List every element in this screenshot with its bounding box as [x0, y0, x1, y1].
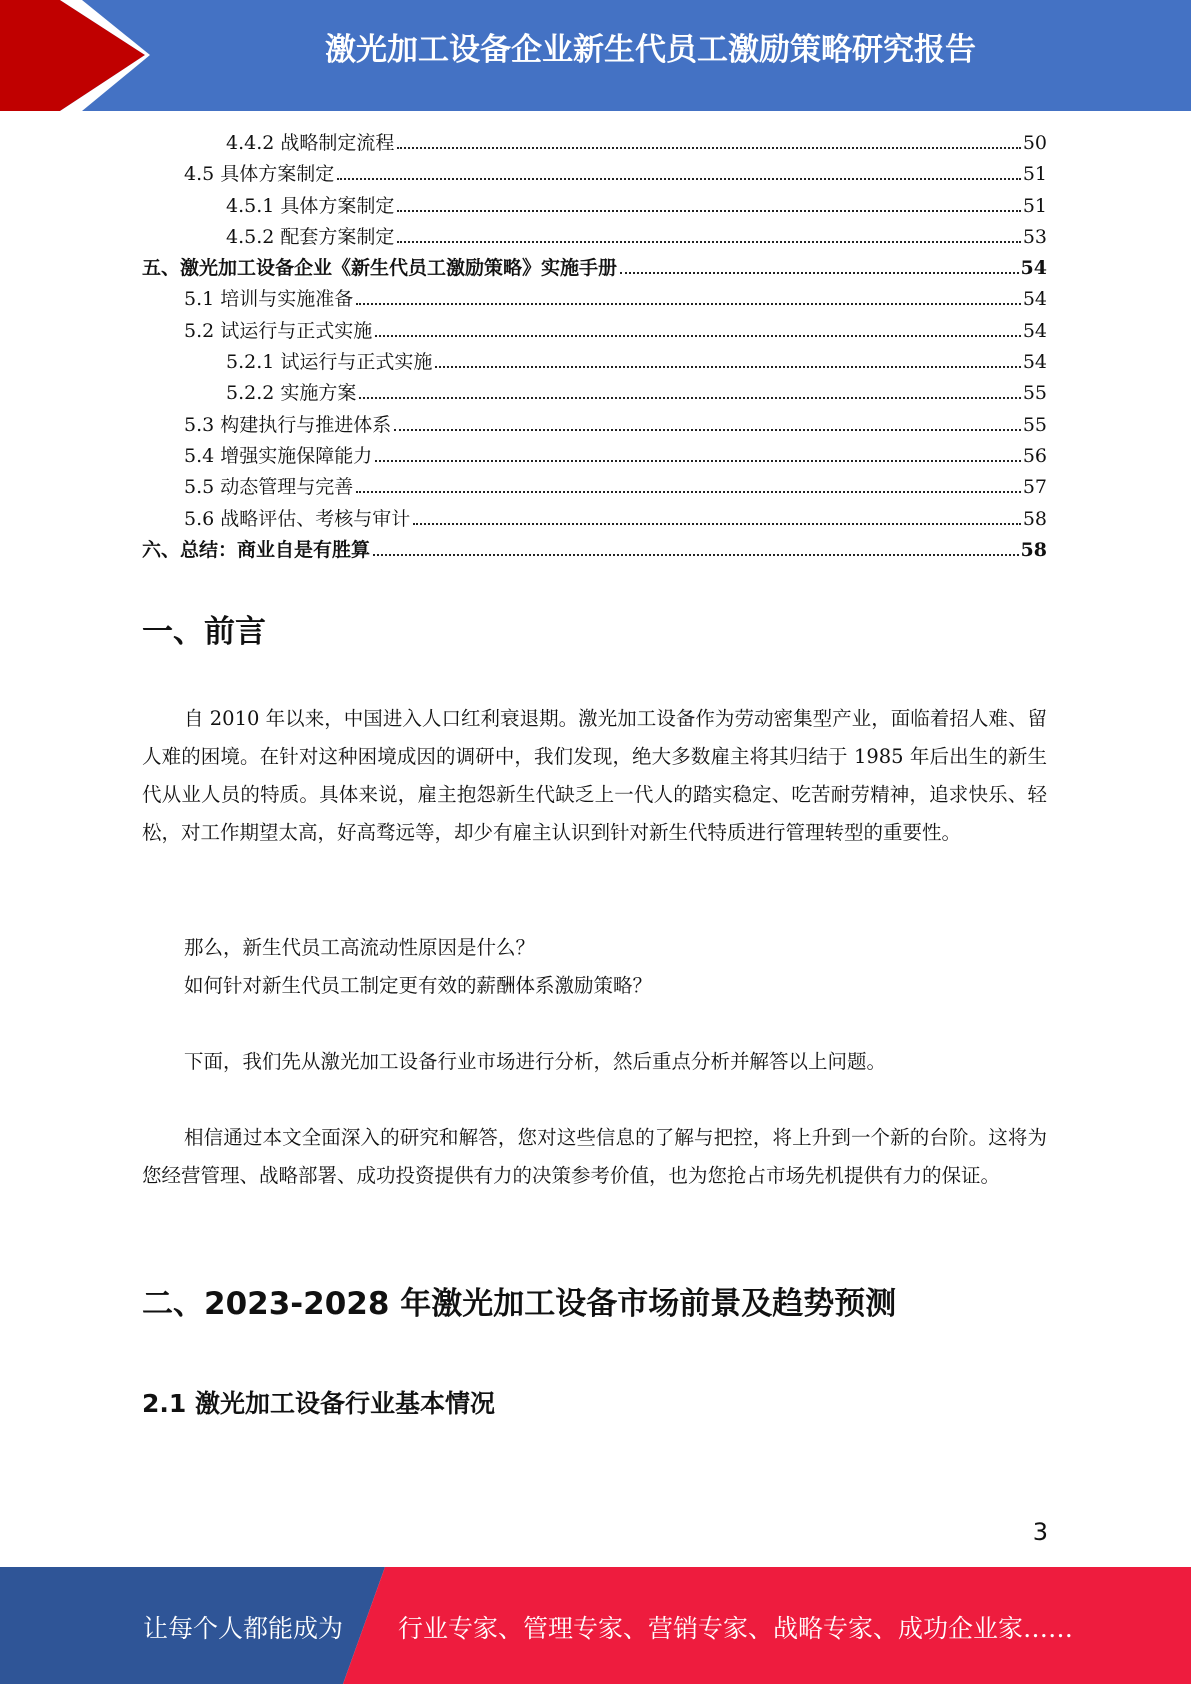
toc-dot-leader	[394, 429, 1021, 431]
table-of-contents	[142, 128, 1047, 566]
toc-entry[interactable]	[142, 441, 1047, 472]
toc-entry-label: 5.2.2 实施方案	[226, 382, 357, 405]
toc-entry-page: 54	[1022, 351, 1047, 374]
toc-entry-label: 五、激光加工设备企业《新生代员工激励策略》实施手册	[142, 257, 618, 280]
toc-entry[interactable]	[142, 535, 1047, 566]
footer-slogan-right: 行业专家、管理专家、营销专家、战略专家、成功企业家……	[398, 1614, 1074, 1643]
toc-entry-label: 六、总结：商业自是有胜算	[142, 538, 371, 561]
toc-entry-page: 54	[1022, 319, 1047, 342]
toc-entry-label: 5.4 增强实施保障能力	[184, 444, 373, 467]
toc-entry[interactable]	[142, 472, 1047, 503]
toc-entry-page: 55	[1022, 382, 1047, 405]
toc-entry[interactable]	[142, 159, 1047, 190]
toc-dot-leader	[356, 491, 1021, 493]
toc-entry[interactable]	[142, 128, 1047, 159]
toc-entry-page: 58	[1020, 538, 1047, 561]
toc-entry-page: 51	[1022, 163, 1047, 186]
toc-entry[interactable]	[142, 316, 1047, 347]
toc-entry-label: 4.5.1 具体方案制定	[226, 194, 395, 217]
report-title: 激光加工设备企业新生代员工激励策略研究报告	[325, 32, 976, 68]
header-band	[0, 0, 1191, 111]
toc-entry-label: 5.3 构建执行与推进体系	[184, 413, 392, 436]
toc-dot-leader	[375, 335, 1021, 337]
preface-question-1: 那么，新生代员工高流动性原因是什么？	[184, 936, 536, 959]
toc-entry-page: 54	[1022, 288, 1047, 311]
toc-entry-page: 57	[1022, 476, 1047, 499]
toc-entry-page: 55	[1022, 413, 1047, 436]
toc-entry[interactable]	[142, 410, 1047, 441]
toc-entry[interactable]	[142, 378, 1047, 409]
toc-entry-label: 4.4.2 战略制定流程	[226, 132, 395, 154]
preface-question-2: 如何针对新生代员工制定更有效的薪酬体系激励策略？	[184, 974, 653, 997]
subsection-heading-basic-situation: 2.1 激光加工设备行业基本情况	[142, 1389, 495, 1418]
toc-entry[interactable]	[142, 284, 1047, 315]
toc-entry-page: 54	[1020, 257, 1047, 280]
toc-dot-leader	[356, 303, 1021, 305]
toc-entry[interactable]	[142, 253, 1047, 284]
toc-dot-leader	[373, 554, 1019, 556]
toc-entry-label: 5.5 动态管理与完善	[184, 476, 354, 499]
preface-paragraph-2: 下面，我们先从激光加工设备行业市场进行分析，然后重点分析并解答以上问题。	[184, 1050, 887, 1073]
toc-entry[interactable]	[142, 191, 1047, 222]
toc-entry-label: 5.2 试运行与正式实施	[184, 319, 373, 342]
toc-entry-page: 50	[1022, 132, 1047, 154]
toc-dot-leader	[397, 147, 1020, 149]
toc-dot-leader	[620, 272, 1019, 274]
footer-band	[0, 1567, 1191, 1684]
toc-entry-page: 56	[1022, 444, 1047, 467]
toc-dot-leader	[435, 366, 1020, 368]
footer-slogan-left: 让每个人都能成为	[143, 1614, 344, 1643]
section-heading-market-forecast: 二、2023-2028 年激光加工设备市场前景及趋势预测	[142, 1286, 897, 1322]
toc-dot-leader	[375, 460, 1021, 462]
section-heading-preface: 一、前言	[142, 614, 266, 650]
page-number: 3	[1032, 1518, 1048, 1546]
toc-entry[interactable]	[142, 347, 1047, 378]
toc-dot-leader	[359, 397, 1020, 399]
toc-entry-page: 53	[1022, 225, 1047, 248]
toc-dot-leader	[397, 241, 1020, 243]
toc-entry-label: 5.6 战略评估、考核与审计	[184, 507, 411, 530]
toc-entry[interactable]	[142, 222, 1047, 253]
toc-dot-leader	[397, 210, 1020, 212]
toc-entry-label: 5.1 培训与实施准备	[184, 288, 354, 311]
toc-entry-page: 51	[1022, 194, 1047, 217]
toc-entry-label: 4.5 具体方案制定	[184, 163, 335, 186]
toc-entry[interactable]	[142, 504, 1047, 535]
toc-dot-leader	[413, 523, 1021, 525]
toc-entry-label: 5.2.1 试运行与正式实施	[226, 351, 433, 374]
preface-paragraph-3: 相信通过本文全面深入的研究和解答，您对这些信息的了解与把控，将上升到一个新的台阶。这将为您经营管理、战略部署、成功投资提供有力的决策参考价值，也为您抢占市场先机提供有力的保证。	[142, 1126, 1047, 1187]
toc-entry-page: 58	[1022, 507, 1047, 530]
preface-paragraph-1: 自 2010 年以来，中国进入人口红利衰退期。激光加工设备作为劳动密集型产业，面临着招人难、留人难的困境。在针对这种困境成因的调研中，我们发现，绝大多数雇主将其归结于 1985 年后出生的新生代从业人员的特质。具体来说，雇主抱怨新生代缺乏上一代人的踏实稳定、吃苦耐劳精神，追求快乐、轻松，对工作期望太高，好高骛远等，却少有雇主认识到针对新生代特质进行管理转型的重要性。	[142, 707, 1047, 844]
toc-dot-leader	[337, 178, 1021, 180]
toc-entry-label: 4.5.2 配套方案制定	[226, 225, 395, 248]
